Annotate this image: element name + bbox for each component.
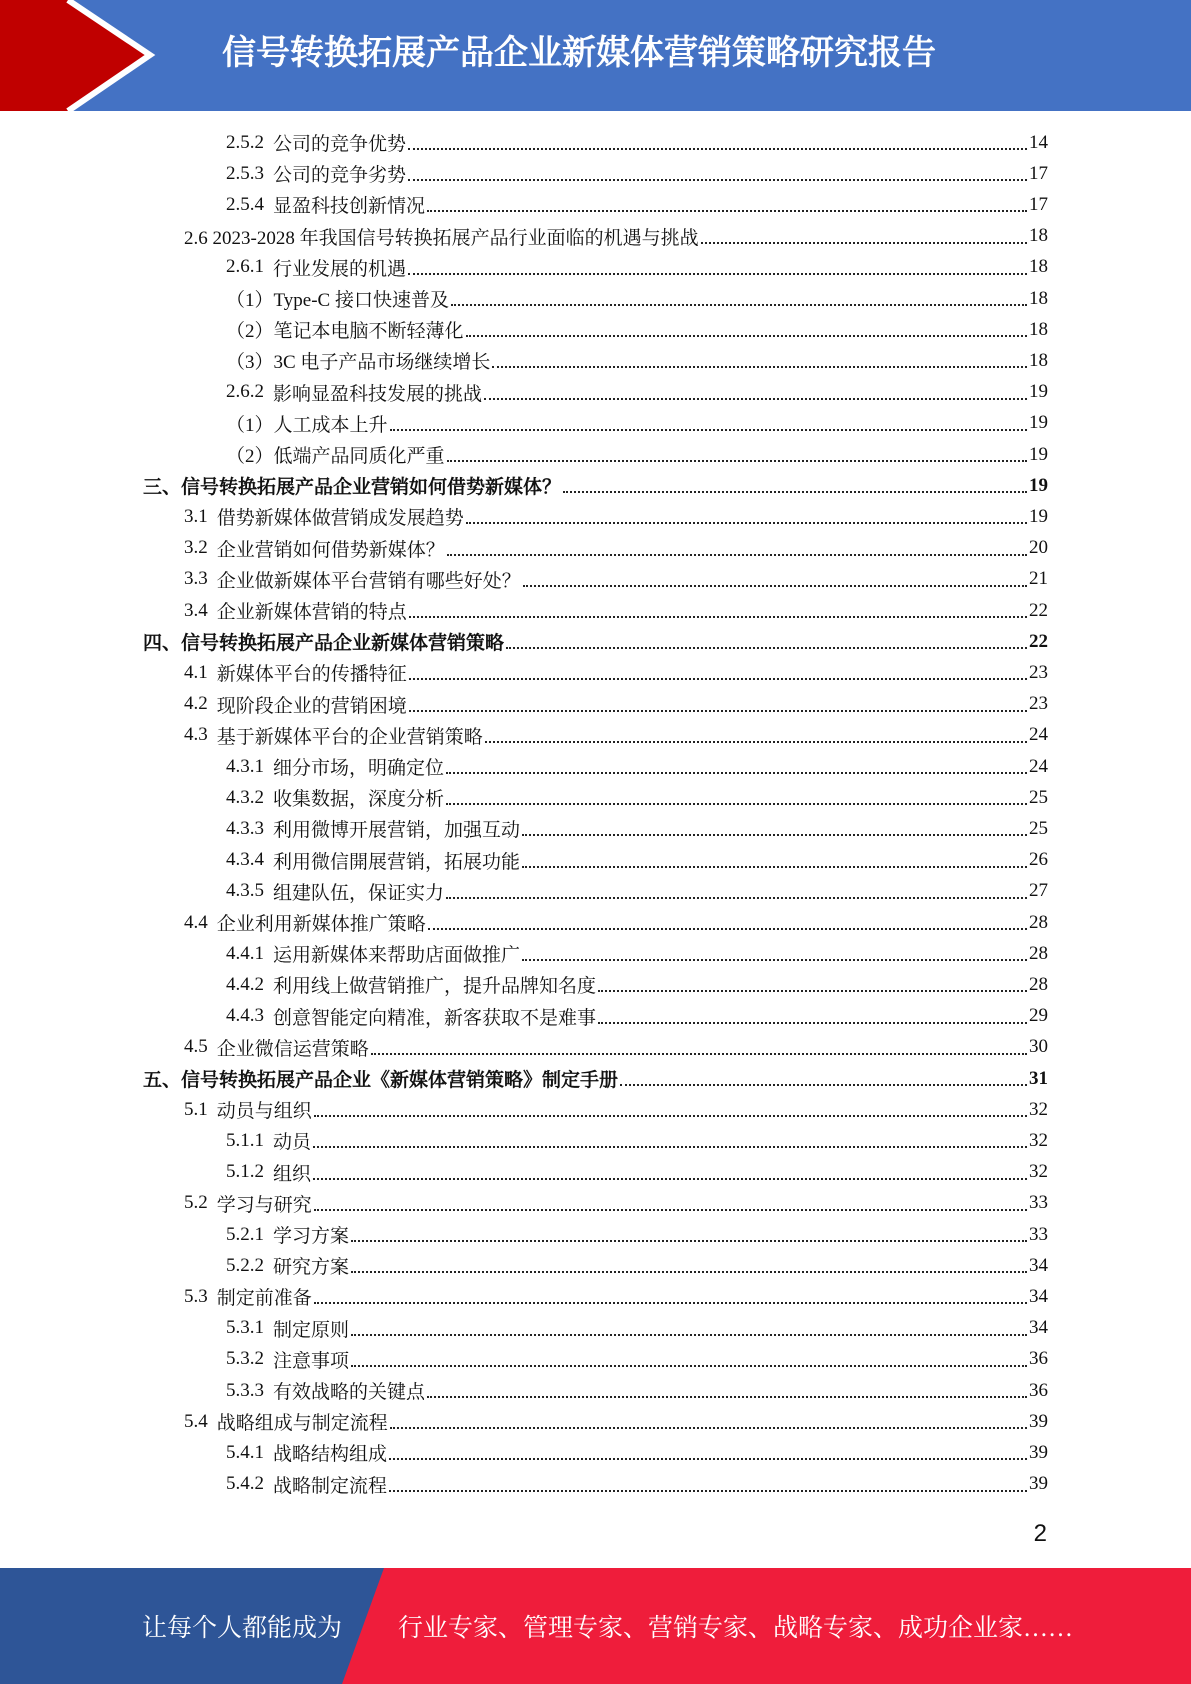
toc-dot-leader [313, 1177, 1027, 1180]
toc-entry[interactable] [226, 158, 1048, 189]
toc-dot-leader [428, 927, 1027, 930]
toc-entry-page: 24 [1029, 755, 1048, 777]
toc-entry[interactable] [184, 720, 1048, 751]
toc-entry-title: 企业做新媒体平台营销有哪些好处？ [216, 570, 521, 592]
toc-entry[interactable] [226, 751, 1048, 782]
toc-entry[interactable] [226, 876, 1048, 907]
toc-entry-page: 34 [1029, 1285, 1048, 1307]
toc-dot-leader [446, 771, 1027, 774]
toc-entry-number: 4.3.5 [226, 880, 264, 902]
toc-entry-number: 2.6.1 [226, 256, 264, 278]
toc-entry[interactable] [226, 408, 1048, 439]
toc-entry-number: 4.4.2 [226, 973, 264, 995]
toc-dot-leader [409, 615, 1027, 618]
toc-entry-number: 4.3.1 [226, 755, 264, 777]
toc-dot-leader [313, 1145, 1027, 1148]
toc-entry-title: 现阶段企业的营销困境 [216, 695, 407, 717]
toc-entry-title: （1）Type-C 接口快速普及 [226, 290, 449, 311]
toc-dot-leader [351, 1364, 1027, 1367]
toc-entry-page: 28 [1029, 973, 1048, 995]
toc-entry-title: 制定前准备 [216, 1288, 312, 1310]
toc-entry-page: 18 [1029, 349, 1048, 371]
toc-dot-leader [314, 1301, 1027, 1304]
toc-entry[interactable] [226, 782, 1048, 813]
footer-slogan-right: 行业专家、管理专家、营销专家、战略专家、成功企业家…… [398, 1615, 1074, 1642]
toc-entry-page: 34 [1029, 1254, 1048, 1276]
toc-entry-title: 利用微博开展营销，加强互动 [273, 820, 521, 842]
toc-entry-number: 2.5.2 [226, 131, 264, 153]
toc-entry-title: 创意智能定向精准，新客获取不是难事 [273, 1007, 597, 1029]
toc-entry-title: （1）人工成本上升 [226, 414, 388, 436]
toc-entry-page: 23 [1029, 693, 1048, 715]
toc-entry[interactable] [226, 252, 1048, 283]
toc-dot-leader [447, 553, 1027, 556]
toc-entry-page: 39 [1029, 1410, 1048, 1432]
toc-entry[interactable] [184, 533, 1048, 564]
toc-entry-page: 39 [1029, 1441, 1048, 1463]
toc-entry-title: 运用新媒体来帮助店面做推广 [273, 945, 521, 967]
toc-entry-page: 25 [1029, 786, 1048, 808]
toc-entry-number: 4.4 [184, 911, 208, 933]
toc-dot-leader [522, 865, 1027, 868]
toc-entry[interactable] [226, 1437, 1048, 1468]
toc-dot-leader [484, 397, 1027, 400]
toc-entry[interactable] [143, 470, 1048, 501]
toc-dot-leader [408, 178, 1027, 181]
toc-entry[interactable] [226, 1469, 1048, 1500]
page-footer [0, 1568, 1191, 1684]
toc-entry-number: 5.4.1 [226, 1441, 264, 1463]
toc-entry-title: 利用线上做营销推广，提升品牌知名度 [273, 976, 597, 998]
toc-dot-leader [466, 521, 1027, 524]
toc-entry-title: 企业新媒体营销的特点 [216, 602, 407, 623]
toc-entry-title: 四、信号转换拓展产品企业新媒体营销策略 [143, 633, 505, 655]
toc-entry-number: 4.4.1 [226, 942, 264, 964]
toc-entry-page: 19 [1029, 474, 1048, 496]
toc-entry-page: 32 [1029, 1161, 1048, 1183]
toc-entry-title: 公司的竞争优势 [273, 134, 407, 155]
toc-entry-page: 26 [1029, 849, 1048, 871]
toc-dot-leader [701, 241, 1027, 244]
toc-entry[interactable] [226, 314, 1048, 345]
toc-entry[interactable] [184, 1188, 1048, 1219]
toc-dot-leader [446, 802, 1027, 805]
toc-entry-number: 3.1 [184, 505, 208, 527]
toc-dot-leader [620, 1083, 1027, 1086]
toc-entry-number: 5.1.2 [226, 1161, 264, 1183]
toc-entry-page: 18 [1029, 256, 1048, 278]
toc-entry-number: 5.3 [184, 1285, 208, 1307]
toc-dot-leader [485, 740, 1027, 743]
toc-entry-number: 5.2.2 [226, 1254, 264, 1276]
toc-entry-title: 战略组成与制定流程 [216, 1413, 388, 1435]
toc-entry-title: 显盈科技创新情况 [273, 196, 426, 218]
toc-dot-leader [598, 989, 1027, 992]
toc-entry[interactable] [184, 1406, 1048, 1437]
toc-entry[interactable] [226, 813, 1048, 844]
toc-entry-page: 17 [1029, 162, 1048, 184]
toc-entry-page: 20 [1029, 537, 1048, 559]
toc-entry-number: 4.3.2 [226, 786, 264, 808]
toc-entry-title: 借势新媒体做营销成发展趋势 [216, 508, 464, 530]
toc-entry[interactable] [226, 845, 1048, 876]
toc-entry-page: 19 [1029, 381, 1048, 403]
toc-entry-page: 22 [1029, 599, 1048, 621]
toc-entry-title: 学习方案 [273, 1226, 350, 1247]
toc-entry[interactable] [143, 1063, 1048, 1094]
toc-entry[interactable] [226, 1001, 1048, 1032]
toc-entry-title: 研究方案 [273, 1257, 350, 1279]
toc-entry-title: 基于新媒体平台的企业营销策略 [216, 726, 483, 748]
toc-entry-number: 4.1 [184, 661, 208, 683]
toc-entry-title: 利用微信開展营销，拓展功能 [273, 851, 521, 873]
toc-entry-page: 23 [1029, 661, 1048, 683]
toc-entry[interactable] [226, 127, 1048, 158]
toc-entry-page: 29 [1029, 1005, 1048, 1027]
toc-entry-page: 34 [1029, 1317, 1048, 1339]
toc-entry-title: 影响显盈科技发展的挑战 [273, 383, 483, 405]
toc-entry[interactable] [184, 657, 1048, 688]
toc-entry-number: 4.5 [184, 1036, 208, 1058]
toc-entry[interactable] [184, 907, 1048, 938]
toc-dot-leader [389, 1457, 1027, 1460]
document-title: 信号转换拓展产品企业新媒体营销策略研究报告 [222, 33, 936, 73]
toc-dot-leader [466, 334, 1027, 337]
toc-entry[interactable] [184, 1032, 1048, 1063]
toc-entry-number: 2.5.3 [226, 162, 264, 184]
toc-entry-title: 行业发展的机遇 [273, 258, 407, 280]
toc-dot-leader [351, 1239, 1027, 1242]
toc-entry[interactable] [226, 969, 1048, 1000]
toc-entry[interactable] [226, 938, 1048, 969]
toc-entry-page: 18 [1029, 225, 1048, 247]
toc-entry[interactable] [184, 689, 1048, 720]
toc-entry-number: 5.3.1 [226, 1317, 264, 1339]
toc-entry-page: 19 [1029, 412, 1048, 434]
toc-entry[interactable] [184, 564, 1048, 595]
toc-entry[interactable] [226, 1313, 1048, 1344]
toc-entry-page: 32 [1029, 1129, 1048, 1151]
toc-entry[interactable] [226, 283, 1048, 314]
toc-entry-title: 注意事项 [273, 1350, 350, 1372]
toc-dot-leader [427, 1395, 1027, 1398]
toc-dot-leader [351, 1333, 1027, 1336]
toc-dot-leader [390, 428, 1027, 431]
toc-entry-title: （2）低端产品同质化严重 [226, 446, 445, 467]
toc-entry-page: 33 [1029, 1192, 1048, 1214]
toc-entry-number: 4.4.3 [226, 1005, 264, 1027]
toc-entry-page: 33 [1029, 1223, 1048, 1245]
toc-entry[interactable] [226, 377, 1048, 408]
toc-entry-page: 22 [1029, 630, 1048, 652]
toc-dot-leader [522, 958, 1027, 961]
toc-entry-page: 19 [1029, 505, 1048, 527]
toc-entry[interactable] [143, 626, 1048, 657]
toc-entry-page: 28 [1029, 942, 1048, 964]
toc-entry-title: 动员与组织 [216, 1101, 312, 1123]
toc-dot-leader [408, 147, 1027, 150]
toc-entry[interactable] [226, 345, 1048, 376]
toc-entry-title: 三、信号转换拓展产品企业营销如何借势新媒体？ [143, 477, 562, 499]
toc-entry-page: 36 [1029, 1348, 1048, 1370]
toc-entry-title: 2.6 2023-2028 年我国信号转换拓展产品行业面临的机遇与挑战 [184, 227, 699, 249]
toc-entry-title: 公司的竞争劣势 [273, 165, 407, 187]
toc-entry[interactable] [184, 501, 1048, 532]
toc-entry-title: 五、信号转换拓展产品企业《新媒体营销策略》制定手册 [143, 1070, 619, 1091]
toc-entry-title: 学习与研究 [216, 1194, 312, 1216]
toc-dot-leader [409, 709, 1027, 712]
toc-entry-title: 企业利用新媒体推广策略 [216, 914, 426, 935]
toc-entry[interactable] [226, 1344, 1048, 1375]
toc-entry-number: 5.4.2 [226, 1473, 264, 1495]
toc-entry-page: 19 [1029, 443, 1048, 465]
toc-entry-page: 18 [1029, 318, 1048, 340]
toc-entry-title: 细分市场，明确定位 [273, 758, 445, 779]
toc-dot-leader [314, 1114, 1027, 1117]
toc-entry[interactable] [226, 1250, 1048, 1281]
toc-entry-number: 3.3 [184, 568, 208, 590]
toc-entry-page: 18 [1029, 287, 1048, 309]
toc-entry-number: 4.3.4 [226, 849, 264, 871]
page-number: 2 [1033, 1520, 1047, 1547]
toc-entry-number: 4.3.3 [226, 817, 264, 839]
toc-dot-leader [314, 1208, 1027, 1211]
toc-entry[interactable] [184, 221, 1048, 252]
toc-entry-number: 5.4 [184, 1410, 208, 1432]
toc-entry-title: 组织 [273, 1163, 312, 1185]
toc-dot-leader [598, 1021, 1027, 1024]
toc-entry-number: 5.2.1 [226, 1223, 264, 1245]
toc-entry-page: 31 [1029, 1067, 1048, 1089]
footer-slogan-left: 让每个人都能成为 [142, 1615, 343, 1642]
toc-entry-page: 17 [1029, 193, 1048, 215]
toc-entry-page: 39 [1029, 1473, 1048, 1495]
toc-entry-number: 3.2 [184, 537, 208, 559]
toc-entry-title: 动员 [273, 1132, 312, 1154]
toc-entry-number: 5.3.2 [226, 1348, 264, 1370]
toc-dot-leader [427, 209, 1027, 212]
toc-entry-page: 27 [1029, 880, 1048, 902]
toc-dot-leader [371, 1052, 1027, 1055]
toc-entry-title: （2）笔记本电脑不断轻薄化 [226, 321, 464, 343]
toc-entry-number: 4.3 [184, 724, 208, 746]
toc-entry-title: 有效战略的关键点 [273, 1382, 426, 1403]
toc-entry-title: 企业微信运营策略 [216, 1038, 369, 1060]
toc-entry[interactable] [226, 1125, 1048, 1156]
toc-entry[interactable] [184, 595, 1048, 626]
toc-entry-title: 制定原则 [273, 1319, 350, 1341]
toc-dot-leader [389, 1489, 1027, 1492]
toc-entry-page: 21 [1029, 568, 1048, 590]
toc-entry-number: 5.3.3 [226, 1379, 264, 1401]
toc-dot-leader [447, 459, 1027, 462]
toc-entry-title: 战略结构组成 [273, 1444, 388, 1466]
toc-entry-title: 战略制定流程 [273, 1475, 388, 1497]
toc-entry-number: 5.2 [184, 1192, 208, 1214]
toc-entry-number: 3.4 [184, 599, 208, 621]
toc-dot-leader [523, 584, 1027, 587]
toc-dot-leader [446, 896, 1027, 899]
toc-entry-number: 2.6.2 [226, 381, 264, 403]
toc-dot-leader [408, 272, 1027, 275]
toc-entry-title: 新媒体平台的传播特征 [216, 664, 407, 686]
toc-dot-leader [563, 490, 1027, 493]
toc-dot-leader [451, 303, 1027, 306]
toc-entry-title: 企业营销如何借势新媒体？ [216, 539, 445, 561]
toc-entry-page: 36 [1029, 1379, 1048, 1401]
toc-entry[interactable] [226, 189, 1048, 220]
toc-dot-leader [409, 677, 1027, 680]
toc-dot-leader [506, 646, 1027, 649]
toc-dot-leader [492, 365, 1027, 368]
toc-entry-number: 5.1 [184, 1098, 208, 1120]
toc-entry[interactable] [184, 1094, 1048, 1125]
toc-entry[interactable] [226, 1219, 1048, 1250]
toc-entry-number: 5.1.1 [226, 1129, 264, 1151]
toc-entry-title: 收集数据，深度分析 [273, 789, 445, 811]
toc-dot-leader [390, 1426, 1027, 1429]
toc-entry-page: 32 [1029, 1098, 1048, 1120]
toc-dot-leader [351, 1270, 1027, 1273]
toc-entry-page: 24 [1029, 724, 1048, 746]
toc-entry[interactable] [184, 1281, 1048, 1312]
toc-entry-page: 25 [1029, 817, 1048, 839]
toc-entry-title: 组建队伍，保证实力 [273, 882, 445, 904]
toc-entry[interactable] [226, 1157, 1048, 1188]
toc-entry-page: 14 [1029, 131, 1048, 153]
toc-entry-title: （3）3C 电子产品市场继续增长 [226, 352, 491, 374]
toc-dot-leader [522, 833, 1027, 836]
toc-entry-number: 4.2 [184, 693, 208, 715]
toc-entry[interactable] [226, 1375, 1048, 1406]
toc-entry[interactable] [226, 439, 1048, 470]
toc-entry-page: 30 [1029, 1036, 1048, 1058]
page-header [0, 0, 1191, 111]
toc-entry-number: 2.5.4 [226, 193, 264, 215]
toc-entry-page: 28 [1029, 911, 1048, 933]
